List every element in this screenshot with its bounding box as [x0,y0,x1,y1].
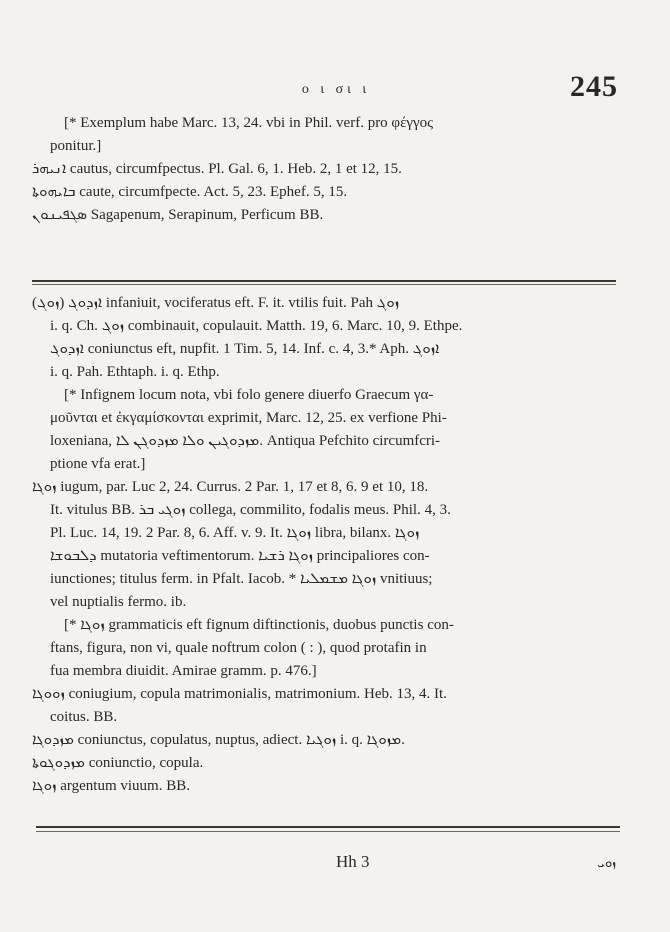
text-line: [* Exemplum habe Marc. 13, 24. vbi in Phil. verf. pro φέγγος [64,115,434,131]
section-rule [32,280,616,282]
note-line: loxeniana, ܡܙܕܘܓܝܢ ܘܠܐ ܡܙܕܘܓܢ ܠܐ. Antiqua Pefchito circumfcri- [50,433,441,449]
running-head: ο ι σι ι [301,82,371,97]
dictionary-entry: ܡܙܕܘܓܘܬܐ coniunctio, copula. [32,755,204,771]
entries-top [32,112,612,227]
note-line: [* Infignem locum nota, vbi folo genere diuerfo Graecum γα- [64,387,434,403]
text-line: coitus. BB. [50,709,118,725]
signature-mark: Hh 3 [336,852,370,871]
dictionary-entry: (ܙܘܓ) ܐܙܕܘܓ infaniuit, vociferatus eft. F. it. vtilis fuit. Pah ܙܘܓ [32,295,400,311]
dictionary-entry: ܙܘܓܐ argentum viuum. BB. [32,778,190,794]
text-line: vel nuptialis fermo. ib. [50,594,187,610]
footer-rule [36,826,620,828]
page-number: 245 [570,70,618,103]
dictionary-entry: ܣܓܦܝܢܘܢ Sagapenum, Serapinum, Perficum BB. [32,207,324,223]
note-line: ptione vfa erat.] [50,456,146,472]
text-line: i. q. Ch. ܙܘܓ combinauit, copulauit. Matth. 19, 6. Marc. 10, 9. Ethpe. [50,318,463,334]
text-line: ܕܠܒܘܫܐ mutatoria veftimentorum. ܙܘܓܐ ܪܫܝܐ principaliores con- [50,548,430,564]
text-line: i. q. Pah. Ethtaph. i. q. Ethp. [50,364,220,380]
note-line: [* ܙܘܓܐ grammaticis eft fignum diftinctionis, duobus punctis con- [64,617,454,633]
entries-main [32,292,612,798]
text-line: ܐܙܕܘܓ coniunctus eft, nupfit. 1 Tim. 5, 14. Inf. c. 4, 3.* Aph. ܐܙܘܓ [50,341,440,357]
text-line: It. vitulus BB. ܙܘܓܝ ܒܪ collega, commilito, fodalis meus. Phil. 4, 3. [50,502,451,518]
note-line: fua membra diuidit. Amirae gramm. p. 476.] [50,663,317,679]
note-line: μοῦνται et ἐκγαμίσκονται exprimit, Marc. 12, 25. ex verfione Phi- [50,410,447,426]
dictionary-entry: ܐܢܝܗܪ cautus, circumfpectus. Pl. Gal. 6, 1. Heb. 2, 1 et 12, 15. [32,161,402,177]
dictionary-entry: ܒܐܝܗܘܬܐ caute, circumfpecte. Act. 5, 23. Ephef. 5, 15. [32,184,348,200]
note-line: ftans, figura, non vi, quale noftrum colon ( : ), quod protafin in [50,640,427,656]
catchword: ܙܘܝ [597,855,616,870]
text-line: Pl. Luc. 14, 19. 2 Par. 8, 6. Aff. v. 9. It. ܙܘܓܐ libra, bilanx. ܙܘܓܐ [50,525,420,541]
dictionary-entry: ܙܘܘܓܐ coniugium, copula matrimonialis, matrimonium. Heb. 13, 4. It. [32,686,447,702]
text-line: ponitur.] [50,138,102,154]
text-line: iunctiones; titulus ferm. in Pfalt. Iacob. * ܙܘܓܐ ܡܫܡܠܝܐ vnitiuus; [50,571,433,587]
section-rule-thin [32,284,616,285]
footer-rule-thin [36,831,620,832]
dictionary-entry: ܡܙܕܘܓܐ coniunctus, copulatus, nuptus, adiect. ܙܘܓܝܐ i. q. ܡܙܘܓܐ. [32,732,405,748]
dictionary-entry: ܙܘܓܐ iugum, par. Luc 2, 24. Currus. 2 Par. 1, 17 et 8, 6. 9 et 10, 18. [32,479,429,495]
